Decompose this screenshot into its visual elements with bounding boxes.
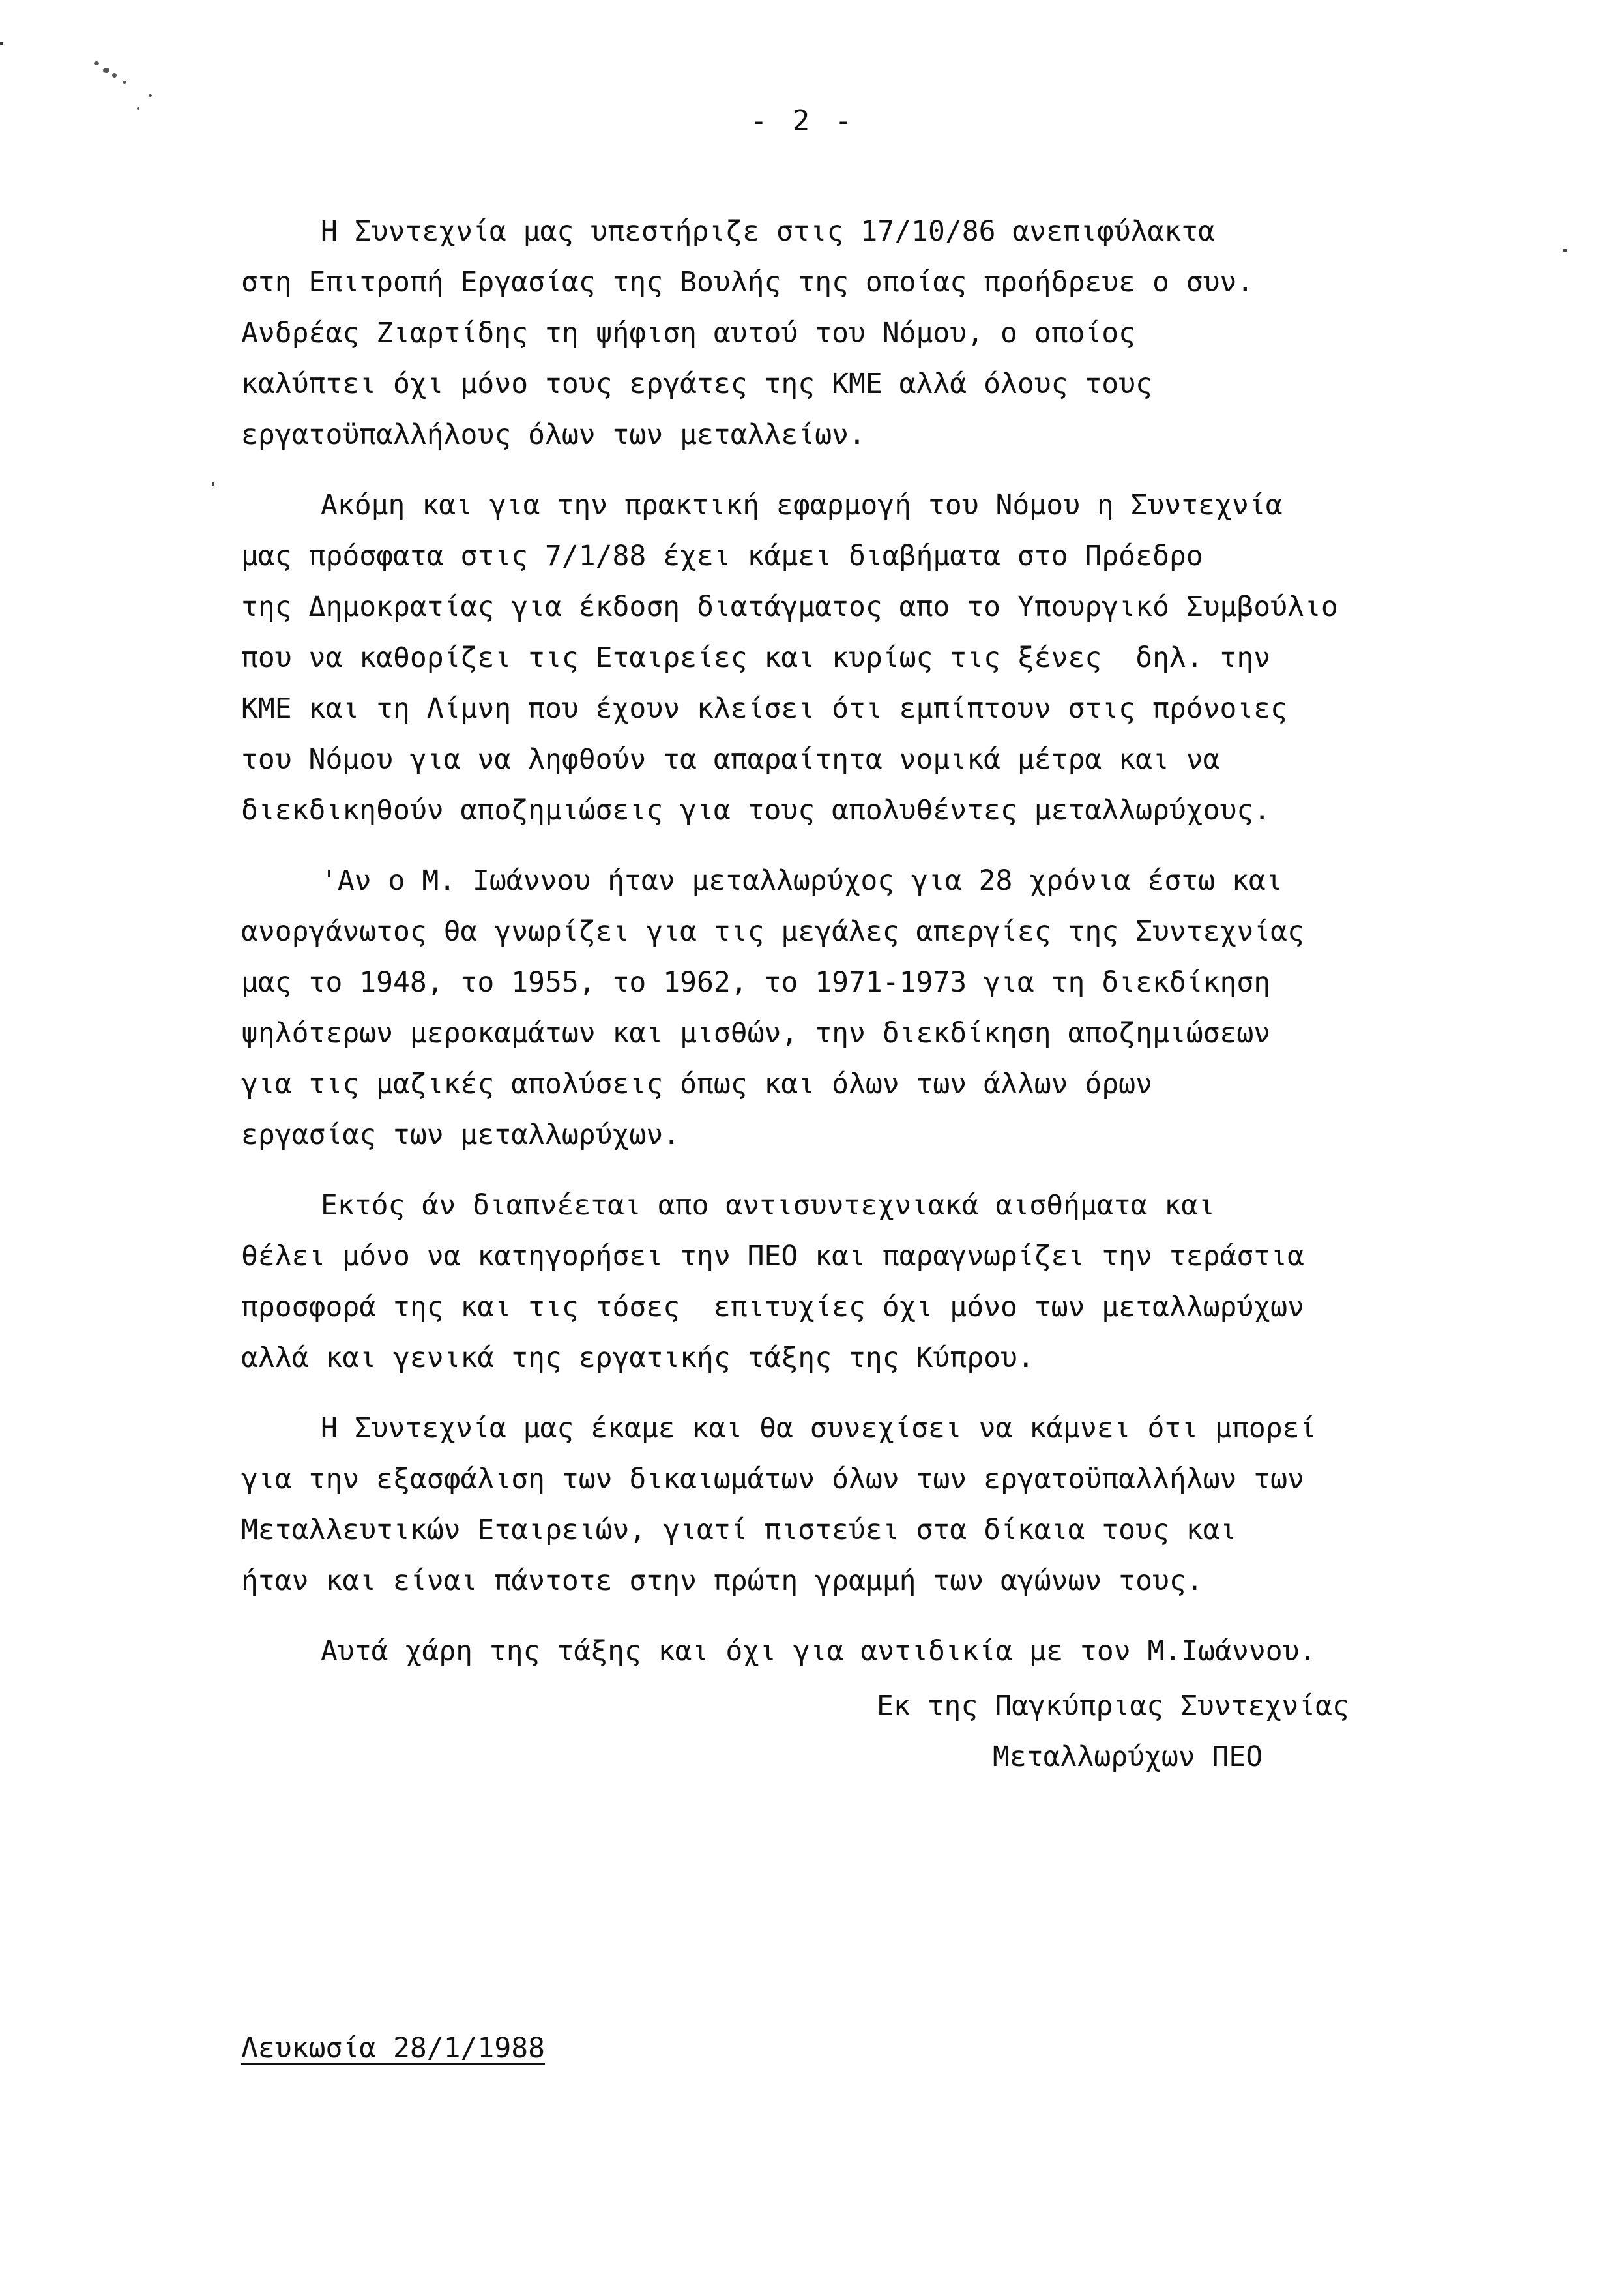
paragraph-5: [241, 1403, 1545, 1606]
text-line: 'Αν ο Μ. Ιωάννου ήταν μεταλλωρύχος για 28 χρόνια έστω και: [321, 864, 1283, 897]
text-line: Η Συντεχνία μας υπεστήριζε στις 17/10/86 ανεπιφύλακτα: [321, 215, 1216, 248]
signature-organization: Εκ της Παγκύπριας Συντεχνίας: [877, 1690, 1349, 1722]
paragraph-4: [241, 1180, 1545, 1383]
text-line: ανοργάνωτος θα γνωρίζει για τις μεγάλες απεργίες της Συντεχνίας: [241, 915, 1304, 948]
scan-speck: [1563, 249, 1567, 252]
text-line: για τις μαζικές απολύσεις όπως και όλων των άλλων όρων: [241, 1068, 1152, 1100]
text-line: Ανδρέας Ζιαρτίδης τη ψήφιση αυτού του Νόμου, ο οποίος: [241, 317, 1136, 349]
text-line: μας πρόσφατα στις 7/1/88 έχει κάμει διαβήματα στο Πρόεδρο: [241, 540, 1203, 572]
text-line: θέλει μόνο να κατηγορήσει την ΠΕΟ και παραγνωρίζει την τεράστια: [241, 1240, 1304, 1273]
text-line: ήταν και είναι πάντοτε στην πρώτη γραμμή των αγώνων τους.: [241, 1565, 1203, 1597]
text-line: ψηλότερων μεροκαμάτων και μισθών, την διεκδίκηση αποζημιώσεων: [241, 1017, 1271, 1050]
text-line: που να καθορίζει τις Εταιρείες και κυρίως τις ξένες δηλ. την: [241, 641, 1271, 674]
text-line: μας το 1948, το 1955, το 1962, το 1971-1973 για τη διεκδίκηση: [241, 966, 1271, 999]
text-line: Αυτά χάρη της τάξης και όχι για αντιδικία με τον Μ.Ιωάννου.: [321, 1635, 1317, 1668]
letter-body: [241, 206, 1545, 1696]
text-line: προσφορά της και τις τόσες επιτυχίες όχι μόνο των μεταλλωρύχων: [241, 1291, 1304, 1323]
text-line: της Δημοκρατίας για έκδοση διατάγματος απο το Υπουργικό Συμβούλιο: [241, 591, 1338, 623]
text-line: Εκτός άν διαπνέεται απο αντισυντεχνιακά αισθήματα και: [321, 1189, 1216, 1222]
text-line: Ακόμη και για την πρακτική εφαρμογή του Νόμου η Συντεχνία: [321, 489, 1283, 522]
text-line: ΚΜΕ και τη Λίμνη που έχουν κλείσει ότι εμπίπτουν στις πρόνοιες: [241, 692, 1288, 725]
text-line: Η Συντεχνία μας έκαμε και θα συνεχίσει να κάμνει ότι μπορεί: [321, 1412, 1317, 1445]
text-line: για την εξασφάλιση των δικαιωμάτων όλων των εργατοϋπαλλήλων των: [241, 1463, 1304, 1495]
text-line: στη Επιτροπή Εργασίας της Βουλής της οποίας προήδρευε ο συν.: [241, 266, 1254, 299]
paragraph-3: [241, 855, 1545, 1160]
text-line: καλύπτει όχι μόνο τους εργάτες της ΚΜΕ αλλά όλους τους: [241, 368, 1152, 400]
text-line: του Νόμου για να ληφθούν τα απαραίτητα νομικά μέτρα και να: [241, 743, 1220, 776]
scan-speck: [212, 482, 214, 486]
scan-speck: [0, 42, 3, 45]
text-line: Μεταλλευτικών Εταιρειών, γιατί πιστεύει στα δίκαια τους και: [241, 1514, 1237, 1546]
text-line: αλλά και γενικά της εργατικής τάξης της Κύπρου.: [241, 1342, 1034, 1374]
text-line: εργατοϋπαλλήλους όλων των μεταλλείων.: [241, 419, 866, 451]
text-line: εργασίας των μεταλλωρύχων.: [241, 1119, 680, 1151]
text-line: διεκδικηθούν αποζημιώσεις για τους απολυθέντες μεταλλωρύχους.: [241, 794, 1271, 827]
place-and-date: Λευκωσία 28/1/1988: [241, 2032, 545, 2065]
signature-union: Μεταλλωρύχων ΠΕΟ: [993, 1741, 1263, 1773]
paragraph-1: [241, 206, 1545, 460]
signature-block: [877, 1681, 1463, 1782]
paragraph-2: [241, 480, 1545, 836]
page-number: - 2 -: [750, 104, 856, 138]
paragraph-6: [241, 1626, 1545, 1677]
